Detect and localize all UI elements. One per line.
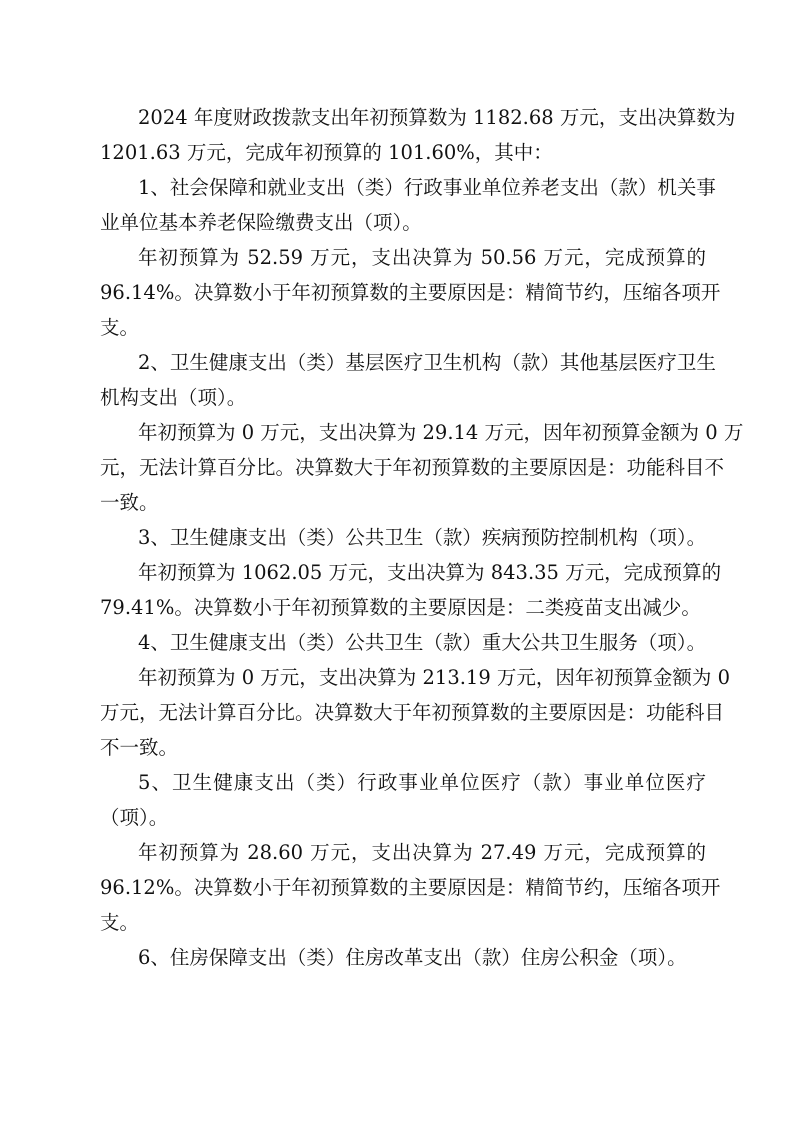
paragraph: [100, 625, 706, 660]
paragraph: [100, 415, 744, 520]
document-page: [100, 100, 744, 975]
paragraph: [100, 345, 716, 415]
paragraph: [100, 835, 721, 940]
text-line: 不一致。: [100, 736, 179, 759]
text-line: 96.14%。决算数小于年初预算数的主要原因是：精简节约，压缩各项开: [100, 281, 721, 304]
text-line: 元，无法计算百分比。决算数大于年初预算数的主要原因是：功能科目不: [100, 456, 725, 479]
text-line: 1201.63 万元，完成年初预算的 101.60%，其中：: [100, 141, 553, 164]
text-line: 年初预算为 28.60 万元，支出决算为 27.49 万元，完成预算的: [138, 841, 706, 864]
text-line: 年初预算为 0 万元，支出决算为 213.19 万元，因年初预算金额为 0: [138, 666, 731, 689]
paragraph: [100, 555, 722, 625]
text-line: 2、卫生健康支出（类）基层医疗卫生机构（款）其他基层医疗卫生: [138, 351, 716, 374]
paragraph: [100, 660, 731, 765]
text-line: 3、卫生健康支出（类）公共卫生（款）疾病预防控制机构（项）。: [138, 526, 707, 549]
text-line: 机构支出（项）。: [100, 386, 247, 409]
paragraph: [100, 100, 736, 170]
text-line: 79.41%。决算数小于年初预算数的主要原因是：二类疫苗支出减少。: [100, 596, 701, 619]
text-line: 1、社会保障和就业支出（类）行政事业单位养老支出（款）机关事: [138, 176, 716, 199]
text-line: 96.12%。决算数小于年初预算数的主要原因是：精简节约，压缩各项开: [100, 876, 721, 899]
text-line: 支。: [100, 911, 140, 934]
paragraph: [100, 940, 706, 975]
text-line: 年初预算为 52.59 万元，支出决算为 50.56 万元，完成预算的: [138, 246, 706, 269]
paragraph: [100, 520, 706, 555]
text-line: 4、卫生健康支出（类）公共卫生（款）重大公共卫生服务（项）。: [138, 631, 707, 654]
text-line: 2024 年度财政拨款支出年初预算数为 1182.68 万元，支出决算数为: [138, 106, 736, 129]
paragraph: [100, 765, 706, 835]
text-line: 6、住房保障支出（类）住房改革支出（款）住房公积金（项）。: [138, 946, 687, 969]
text-line: （项）。: [100, 806, 169, 829]
text-line: 年初预算为 1062.05 万元，支出决算为 843.35 万元，完成预算的: [138, 561, 722, 584]
text-line: 年初预算为 0 万元，支出决算为 29.14 万元，因年初预算金额为 0 万: [138, 421, 744, 444]
text-line: 一致。: [100, 491, 159, 514]
text-line: 支。: [100, 316, 140, 339]
text-line: 万元，无法计算百分比。决算数大于年初预算数的主要原因是：功能科目: [100, 701, 725, 724]
text-line: 5、卫生健康支出（类）行政事业单位医疗（款）事业单位医疗: [138, 771, 706, 794]
paragraph: [100, 240, 721, 345]
paragraph: [100, 170, 716, 240]
text-line: 业单位基本养老保险缴费支出（项）。: [100, 211, 422, 234]
